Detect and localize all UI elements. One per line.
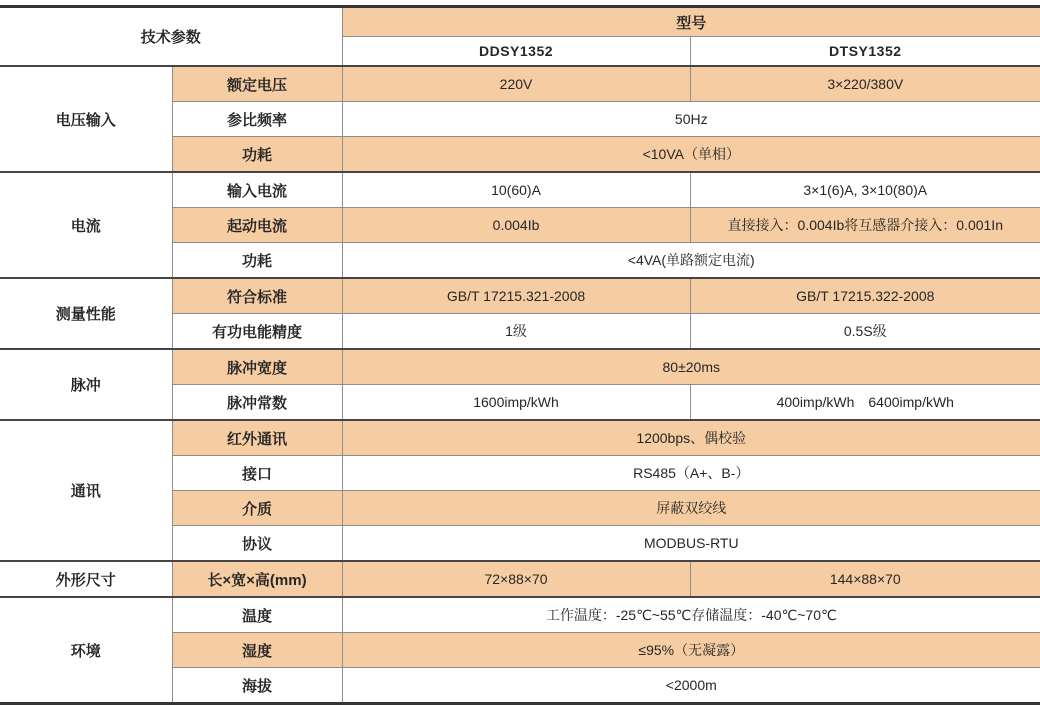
value-cell: RS485（A+、B-） <box>342 456 1040 491</box>
group-cell: 电压输入 <box>0 66 172 172</box>
value-cell: 直接接入：0.004Ib将互感器介接入：0.001In <box>690 208 1040 243</box>
value-cell: 1200bps、偶校验 <box>342 420 1040 456</box>
value-cell: 1600imp/kWh <box>342 385 690 421</box>
table-row <box>0 597 1040 633</box>
value-cell: 1级 <box>342 314 690 350</box>
param-cell: 介质 <box>172 491 342 526</box>
value-cell: 144×88×70 <box>690 561 1040 597</box>
value-cell: 0.5S级 <box>690 314 1040 350</box>
value-cell: <4VA(单路额定电流) <box>342 243 1040 279</box>
param-cell: 起动电流 <box>172 208 342 243</box>
value-cell: ≤95%（无凝露） <box>342 633 1040 668</box>
model-name-ddsy1352: DDSY1352 <box>342 37 690 67</box>
group-cell: 测量性能 <box>0 278 172 349</box>
value-cell: GB/T 17215.321-2008 <box>342 278 690 314</box>
value-cell: 0.004Ib <box>342 208 690 243</box>
table-row <box>0 66 1040 102</box>
param-cell: 脉冲宽度 <box>172 349 342 385</box>
param-cell: 功耗 <box>172 243 342 279</box>
value-cell: MODBUS-RTU <box>342 526 1040 562</box>
param-cell: 脉冲常数 <box>172 385 342 421</box>
value-cell: 72×88×70 <box>342 561 690 597</box>
value-cell: 工作温度：-25℃~55℃存储温度：-40℃~70℃ <box>342 597 1040 633</box>
param-cell: 接口 <box>172 456 342 491</box>
table-row <box>0 561 1040 597</box>
param-cell: 额定电压 <box>172 66 342 102</box>
value-cell: <10VA（单相） <box>342 137 1040 173</box>
group-cell: 电流 <box>0 172 172 278</box>
param-cell: 参比频率 <box>172 102 342 137</box>
param-cell: 温度 <box>172 597 342 633</box>
table-row <box>0 420 1040 456</box>
value-cell: 80±20ms <box>342 349 1040 385</box>
value-cell: 400imp/kWh 6400imp/kWh <box>690 385 1040 421</box>
value-cell: 3×220/380V <box>690 66 1040 102</box>
model-name-dtsy1352: DTSY1352 <box>690 37 1040 67</box>
param-cell: 功耗 <box>172 137 342 173</box>
value-cell: 10(60)A <box>342 172 690 208</box>
value-cell: 3×1(6)A, 3×10(80)A <box>690 172 1040 208</box>
header-row-model <box>0 7 1040 37</box>
value-cell: 50Hz <box>342 102 1040 137</box>
table-row <box>0 349 1040 385</box>
spec-table <box>0 5 1040 705</box>
param-cell: 有功电能精度 <box>172 314 342 350</box>
param-cell: 湿度 <box>172 633 342 668</box>
value-cell: GB/T 17215.322-2008 <box>690 278 1040 314</box>
value-cell: <2000m <box>342 668 1040 704</box>
param-cell: 海拔 <box>172 668 342 704</box>
value-cell: 220V <box>342 66 690 102</box>
tech-params-header: 技术参数 <box>0 7 342 67</box>
table-row <box>0 278 1040 314</box>
group-cell: 环境 <box>0 597 172 704</box>
group-cell: 通讯 <box>0 420 172 561</box>
param-cell: 协议 <box>172 526 342 562</box>
group-cell: 外形尺寸 <box>0 561 172 597</box>
table-row <box>0 172 1040 208</box>
param-cell: 红外通讯 <box>172 420 342 456</box>
param-cell: 输入电流 <box>172 172 342 208</box>
model-header: 型号 <box>342 7 1040 37</box>
param-cell: 符合标准 <box>172 278 342 314</box>
group-cell: 脉冲 <box>0 349 172 420</box>
value-cell: 屏蔽双绞线 <box>342 491 1040 526</box>
param-cell: 长×宽×高(mm) <box>172 561 342 597</box>
